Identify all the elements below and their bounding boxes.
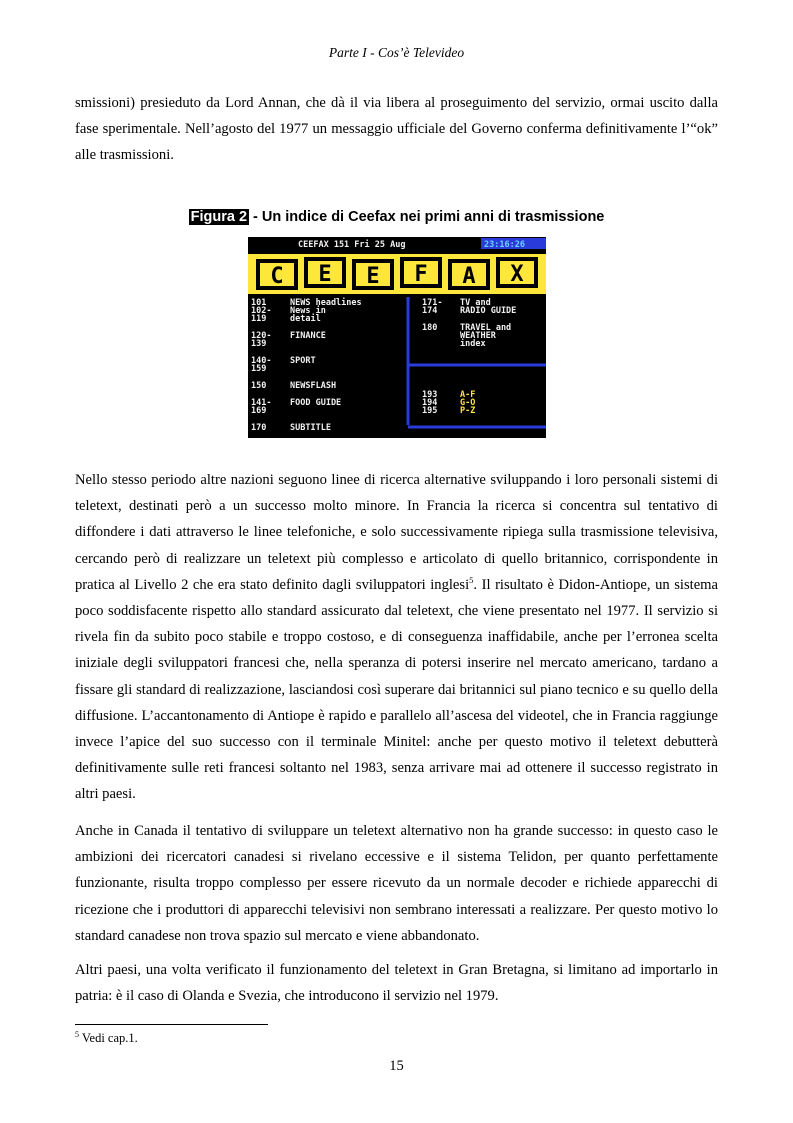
paragraph-france-text: Nello stesso periodo altre nazioni seguono linee di ricerca alternative sviluppando i loro personali sistemi di teletext, destinati però a un successo molto minore. In Francia la ricerca si concentra sul tentativo di diffondere i dati attraverso le linee telefoniche, e solo successivamente ripiega sulla trasmissione televisiva, cercando però di realizzare un teletext più complesso e articolato di quello britannico, corrispondente in pratica al Livello 2 che era stato definito dagli sviluppatori inglesi bbox=[75, 472, 718, 593]
svg-text:101: 101 bbox=[251, 298, 267, 308]
logo-letter bbox=[400, 257, 442, 288]
svg-text:SUBTITLE: SUBTITLE bbox=[290, 423, 331, 433]
index-entry bbox=[251, 406, 266, 416]
index-entry bbox=[422, 306, 516, 316]
index-entry bbox=[251, 339, 266, 349]
teletext-header-line: CEEFAX 151 Fri 25 Aug bbox=[298, 240, 406, 250]
index-entry bbox=[251, 423, 331, 433]
svg-text:120-: 120- bbox=[251, 331, 272, 341]
svg-text:194: 194 bbox=[422, 398, 438, 408]
logo-letter bbox=[352, 259, 394, 290]
svg-text:detail: detail bbox=[290, 314, 321, 324]
svg-text:180: 180 bbox=[422, 323, 438, 333]
logo-letter bbox=[304, 257, 346, 288]
svg-text:F: F bbox=[414, 262, 428, 287]
svg-text:NEWSFLASH: NEWSFLASH bbox=[290, 381, 337, 391]
svg-text:193: 193 bbox=[422, 390, 438, 400]
footnote-ref[interactable]: 5 bbox=[469, 574, 474, 585]
paragraph-other-countries-text: Altri paesi, una volta verificato il funzionamento del teletext in Gran Bretagna, si limitano ad importarlo in patria: è il caso di Olanda e Svezia, che introducono il servizio nel 1979. bbox=[75, 962, 718, 1005]
svg-text:FOOD GUIDE: FOOD GUIDE bbox=[290, 398, 342, 408]
index-entry bbox=[251, 381, 336, 391]
svg-text:RADIO GUIDE: RADIO GUIDE bbox=[460, 306, 517, 316]
paragraph-canada-text: Anche in Canada il tentativo di sviluppare un teletext alternativo non ha grande successo: in questo caso le ambizioni dei ricercatori canadesi si rivelano eccessive e il sistema Telidon, per quanto perfettamente funzionante, risulta troppo complesso per essere ricevuto da un normale decoder e richiede apparecchi di ricezione che i produttori di apparecchi televisivi non sembrano interessati a realizzare. Per questo motivo lo standard canadese non trova spazio sul mercato e viene abbandonato. bbox=[75, 823, 718, 944]
teletext-clock: 23:16:26 bbox=[484, 240, 525, 250]
footnote-rule bbox=[75, 1024, 268, 1025]
svg-text:169: 169 bbox=[251, 406, 267, 416]
paragraph-intro bbox=[75, 90, 718, 169]
svg-text:E: E bbox=[366, 264, 380, 289]
svg-text:150: 150 bbox=[251, 381, 267, 391]
svg-text:FINANCE: FINANCE bbox=[290, 331, 326, 341]
index-entry bbox=[460, 338, 486, 349]
logo-letter bbox=[256, 259, 298, 290]
svg-text:E: E bbox=[318, 262, 332, 287]
figure-title: - Un indice di Ceefax nei primi anni di trasmissione bbox=[249, 209, 605, 225]
figure-caption bbox=[0, 209, 793, 225]
svg-text:195: 195 bbox=[422, 406, 438, 416]
svg-text:A-F: A-F bbox=[460, 390, 476, 400]
svg-text:TV and: TV and bbox=[460, 298, 491, 308]
paragraph-france-text-cont: . Il risultato è Didon-Antiope, un sistema poco soddisfacente rispetto allo standard assicurato dal teletext, che viene presentato nel 1977. Il servizio si rivela fin da subito poco stabile e troppo costoso, e di conseguenza inaffidabile, anche per l’erronea scelta iniziale degli sviluppatori francesi che, nella speranza di potersi inserire nel mercato americano, tardano a fissare gli standard di realizzazione, lasciandosi così superare dai britannici sul piano tecnico e su quello della diffusione. L’accantonamento di Antiope è rapido e parallelo all’ascesa del videotel, che in Francia raggiunge invece l’apice del suo successo con il terminale Minitel: anche per questo motivo il teletext debutterà definitivamente sulle reti francesi soltanto nel 1983, senza arrivare mai ad ottenere il successo registrato in altri paesi. bbox=[75, 576, 719, 803]
svg-text:index: index bbox=[460, 339, 486, 349]
ceefax-screenshot bbox=[248, 237, 546, 438]
logo-letter bbox=[496, 257, 538, 288]
running-header: Parte I - Cos’è Televideo bbox=[328, 45, 465, 60]
svg-text:102-: 102- bbox=[251, 306, 272, 316]
svg-text:174: 174 bbox=[422, 306, 438, 316]
svg-text:C: C bbox=[270, 264, 284, 289]
svg-text:G-O: G-O bbox=[460, 398, 476, 408]
page-number: 15 bbox=[389, 1058, 404, 1074]
svg-text:139: 139 bbox=[251, 339, 267, 349]
svg-text:140-: 140- bbox=[251, 356, 272, 366]
svg-text:141-: 141- bbox=[251, 398, 272, 408]
paragraph-canada bbox=[75, 818, 718, 949]
svg-text:171-: 171- bbox=[422, 298, 443, 308]
footnote bbox=[75, 1030, 138, 1046]
svg-text:WEATHER: WEATHER bbox=[460, 331, 496, 341]
svg-text:News in: News in bbox=[290, 306, 326, 316]
figure-label: Figura 2 bbox=[190, 209, 248, 225]
paragraph-other-countries bbox=[75, 957, 718, 1009]
index-entry bbox=[251, 364, 266, 374]
svg-text:A: A bbox=[462, 264, 476, 289]
footnote-number: 5 bbox=[75, 1030, 79, 1039]
footnote-text: Vedi cap.1. bbox=[79, 1031, 138, 1046]
svg-text:170: 170 bbox=[251, 423, 267, 433]
paragraph-france bbox=[75, 467, 718, 808]
paragraph-intro-text: smissioni) presieduto da Lord Annan, che dà il via libera al proseguimento del servizio, ormai uscito dalla fase sperimentale. Nell’agosto del 1977 un messaggio ufficiale del Governo conferma definitivamente l’“ok” alle trasmissioni. bbox=[75, 95, 718, 164]
svg-text:P-Z: P-Z bbox=[460, 406, 476, 416]
svg-text:159: 159 bbox=[251, 364, 267, 374]
svg-text:SPORT: SPORT bbox=[290, 356, 316, 366]
svg-text:TRAVEL and: TRAVEL and bbox=[460, 323, 512, 333]
svg-text:NEWS headlines: NEWS headlines bbox=[290, 298, 362, 308]
svg-text:X: X bbox=[510, 262, 524, 287]
svg-text:119: 119 bbox=[251, 314, 267, 324]
logo-letter bbox=[448, 259, 490, 290]
